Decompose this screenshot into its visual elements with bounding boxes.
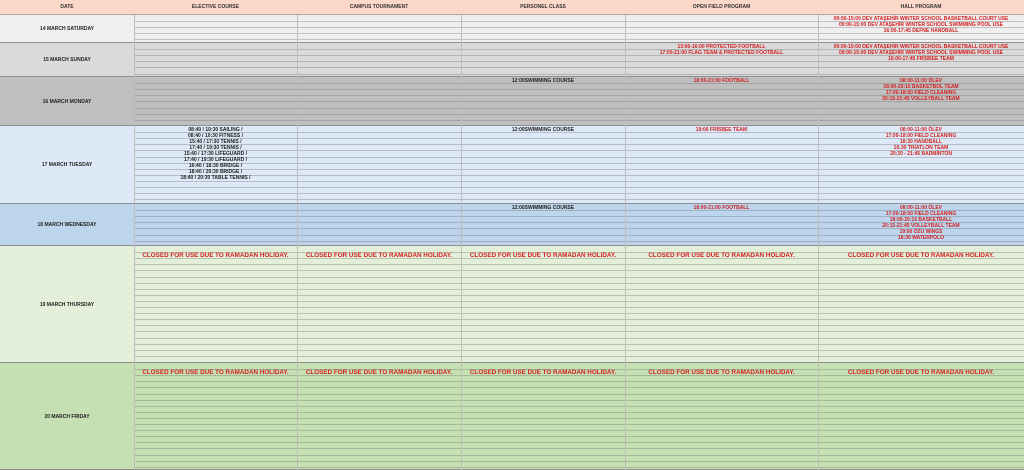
- grid-line: [134, 199, 1024, 200]
- grid-line: [134, 356, 1024, 357]
- grid-line: [134, 406, 1024, 407]
- grid-line: [134, 436, 1024, 437]
- grid-line: [134, 301, 1024, 302]
- hall-program-entry: 16:00-17:45 FRİSBEE TEAM: [888, 55, 954, 62]
- grid-line: [134, 277, 1024, 278]
- hall-program-entry: 08:00-11:00 ÖLEV: [900, 204, 942, 211]
- personel-class-entry: 12:00SWIMMING COURSE: [511, 126, 575, 133]
- closed-notice: CLOSED FOR USE DUE TO RAMADAN HOLIDAY.: [305, 252, 453, 259]
- column-header: OPEN FIELD PROGRAM: [625, 0, 818, 15]
- hall-program-entry: 09:00-15:00 DEV ATAŞEHİR WINTER SCHOOL SWIMMING POOL USE: [839, 21, 1003, 28]
- personel-class-entry: 12:00SWIMMING COURSE: [511, 77, 575, 84]
- elective-course-entry: 17:40 / 19:30 TENNIS /: [189, 144, 242, 151]
- grid-line: [134, 39, 1024, 40]
- hall-program-entry: 08:00-11:00 ÖLEV: [900, 77, 942, 84]
- open-field-program-entry: 19:00 FRİSBEE TEAM: [695, 126, 748, 133]
- grid-line: [134, 114, 1024, 115]
- elective-course-entry: 17:40 / 19:30 LIFEGUARD /: [183, 157, 248, 163]
- column-divider: [625, 0, 626, 470]
- hall-program-entry: 16:00-17:45 DEFNE HANDBALL: [883, 27, 959, 34]
- day-label: 17 MARCH TUESDAY: [41, 162, 93, 168]
- grid-line: [134, 467, 1024, 468]
- closed-notice: CLOSED FOR USE DUE TO RAMADAN HOLIDAY.: [305, 369, 453, 376]
- grid-line: [134, 400, 1024, 401]
- grid-line: [134, 325, 1024, 326]
- grid-line: [134, 187, 1024, 188]
- column-header: PERSONEL CLASS: [461, 0, 625, 15]
- grid-line: [134, 295, 1024, 296]
- elective-course-entry: 15:40 / 17:30 LIFEGUARD /: [183, 150, 248, 157]
- day-label: 16 MARCH MONDAY: [42, 98, 92, 105]
- grid-line: [134, 424, 1024, 425]
- day-label: 18 MARCH WEDNESDAY: [37, 222, 97, 228]
- day-label: 15 MARCH SUNDAY: [43, 57, 91, 63]
- column-divider: [297, 0, 298, 470]
- grid-line: [134, 338, 1024, 339]
- grid-line: [134, 387, 1024, 388]
- grid-line: [134, 289, 1024, 290]
- column-header: DATE: [0, 0, 134, 15]
- column-divider: [461, 0, 462, 470]
- hall-program-entry: 09:00-15:00 DEV ATAŞEHİR WINTER SCHOOL SWIMMING POOL USE: [839, 49, 1003, 56]
- grid-line: [134, 264, 1024, 265]
- closed-notice: CLOSED FOR USE DUE TO RAMADAN HOLIDAY.: [469, 252, 617, 259]
- grid-line: [134, 313, 1024, 314]
- grid-line: [134, 448, 1024, 449]
- hall-program-entry: 18:00-20:15 BASKETBALL: [889, 216, 953, 223]
- column-header: ELECTIVE COURSE: [134, 0, 297, 15]
- closed-notice: CLOSED FOR USE DUE TO RAMADAN HOLIDAY.: [469, 369, 617, 376]
- open-field-program-entry: 18:00-21:00 FOOTBALL: [693, 77, 750, 84]
- elective-course-entry: 16:40 / 18:30 BRIDGE /: [188, 163, 243, 170]
- closed-notice: CLOSED FOR USE DUE TO RAMADAN HOLIDAY.: [648, 369, 795, 376]
- closed-notice: CLOSED FOR USE DUE TO RAMADAN HOLIDAY.: [847, 252, 995, 259]
- column-header: HALL PROGRAM: [818, 0, 1024, 15]
- grid-line: [134, 418, 1024, 419]
- hall-program-entry: 18:30 WATERPOLO: [897, 235, 945, 241]
- closed-notice: CLOSED FOR USE DUE TO RAMADAN HOLIDAY.: [648, 252, 795, 259]
- grid-line: [134, 430, 1024, 431]
- hall-program-entry: 09:00-15:00 DEV ATAŞEHİR WINTER SCHOOL BASKETBALL COURT USE: [833, 15, 1009, 22]
- hall-program-entry: 19:00 ÖZU WINGS: [899, 228, 943, 235]
- hall-program-entry: 18:00-20:15 BASKETBOL TEAM: [883, 83, 959, 90]
- grid-line: [134, 120, 1024, 121]
- grid-line: [134, 319, 1024, 320]
- grid-line: [134, 283, 1024, 284]
- grid-line: [134, 331, 1024, 332]
- grid-line: [134, 270, 1024, 271]
- day-label: 14 MARCH SATURDAY: [40, 26, 94, 32]
- hall-program-entry: 16:30 TRİATLON TEAM: [893, 144, 949, 151]
- grid-line: [134, 442, 1024, 443]
- elective-course-entry: 08:40 / 10:30 FITNESS /: [187, 132, 244, 139]
- grid-line: [134, 67, 1024, 68]
- elective-course-entry: 08:40 / 10:30 SAILING /: [188, 126, 243, 133]
- hall-program-entry: 20:30 - 21:45 BADMİNTON: [890, 150, 952, 157]
- grid-line: [134, 344, 1024, 345]
- closed-notice: CLOSED FOR USE DUE TO RAMADAN HOLIDAY.: [142, 252, 289, 259]
- grid-line: [134, 108, 1024, 109]
- hall-program-entry: 17:00-18:00 FIELD CLEANING: [885, 132, 957, 139]
- elective-course-entry: 18:40 / 20:30 TABLE TENNIS /: [180, 175, 251, 182]
- elective-course-entry: 18:40 / 20:30 BRIDGE /: [188, 169, 243, 176]
- grid-line: [134, 461, 1024, 462]
- column-divider: [134, 0, 135, 470]
- hall-program-entry: 17:00-18:00 FIELD CLEANING: [885, 89, 957, 96]
- grid-line: [134, 381, 1024, 382]
- hall-program-entry: 20:15-21:45 VOLLEYBALL TEAM: [882, 222, 960, 229]
- day-label: 20 MARCH FRIDAY: [44, 413, 90, 420]
- day-label: 19 MARCH THURSDAY: [39, 301, 95, 308]
- grid-line: [134, 412, 1024, 413]
- grid-line: [134, 394, 1024, 395]
- closed-notice: CLOSED FOR USE DUE TO RAMADAN HOLIDAY.: [142, 369, 289, 376]
- open-field-program-entry: 18:00-21:00 FOOTBALL: [693, 204, 750, 211]
- grid-line: [134, 307, 1024, 308]
- closed-notice: CLOSED FOR USE DUE TO RAMADAN HOLIDAY.: [847, 369, 995, 376]
- open-field-program-entry: 17:00-21:00 FLAG TEAM & PROTECTED FOOTBALL: [659, 49, 784, 56]
- grid-line: [134, 74, 1024, 75]
- hall-program-entry: 18:30 HANDBALL: [900, 138, 942, 145]
- grid-line: [134, 193, 1024, 194]
- hall-program-entry: 20:15-21:45 VOLLEYBALL TEAM: [882, 95, 960, 102]
- grid-line: [134, 455, 1024, 456]
- hall-program-entry: 17:00-18:00 FIELD CLEANING: [885, 210, 957, 217]
- column-header: CAMPUS TOURNAMENT: [297, 0, 461, 15]
- open-field-program-entry: 13:00-16:00 PROTECTED FOOTBALL: [677, 43, 766, 50]
- hall-program-entry: 09:00-15:00 DEV ATAŞEHİR WINTER SCHOOL BASKETBALL COURT USE: [833, 43, 1009, 50]
- grid-line: [134, 350, 1024, 351]
- hall-program-entry: 08:00-11:00 ÖLEV: [900, 126, 942, 133]
- personel-class-entry: 12:00SWIMMING COURSE: [511, 204, 575, 211]
- elective-course-entry: 15:40 / 17:30 TENNIS /: [189, 138, 242, 145]
